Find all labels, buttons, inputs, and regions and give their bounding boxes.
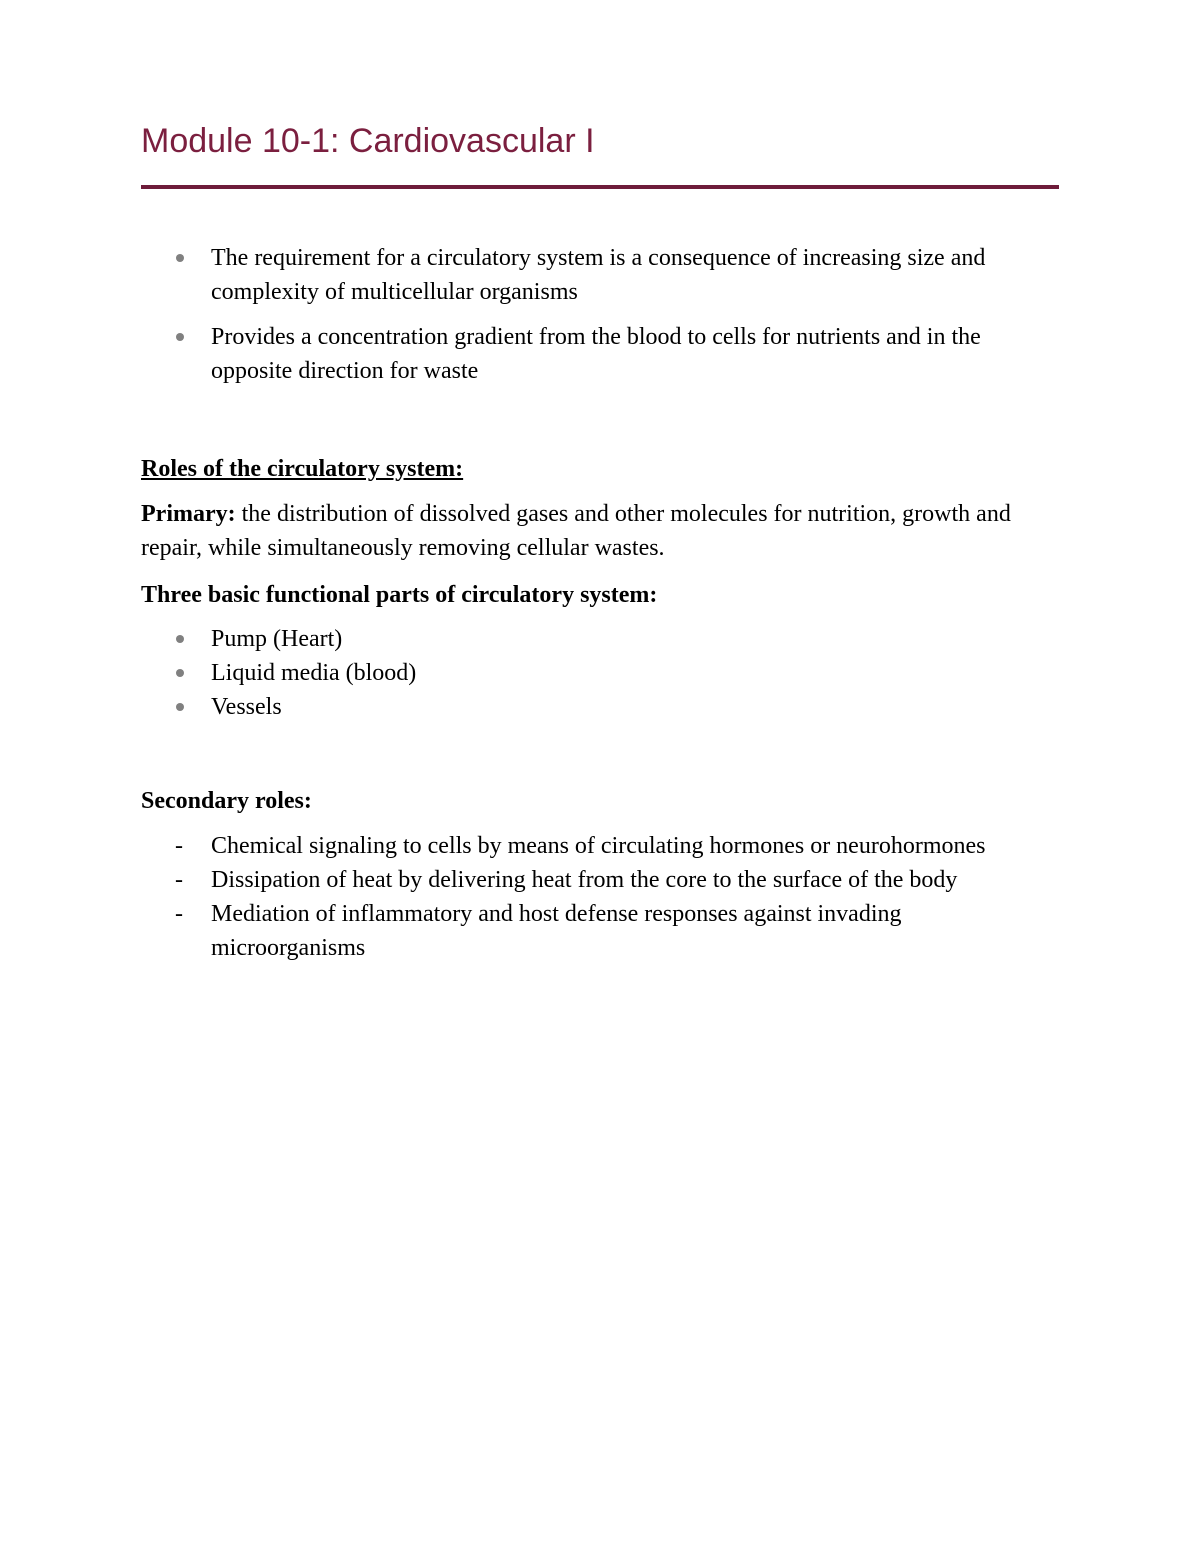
part-text: Liquid media (blood) <box>211 660 417 686</box>
page-title: Module 10-1: Cardiovascular I <box>141 122 595 160</box>
secondary-role-text: Dissipation of heat by delivering heat from the core to the surface of the body <box>211 867 958 893</box>
bullet-icon <box>176 254 184 262</box>
intro-bullet-list <box>141 241 1059 399</box>
bullet-icon <box>176 635 184 643</box>
primary-text: the distribution of dissolved gases and other molecules for nutrition, growth and repair, while simultaneously removing cellular wastes. <box>141 501 1011 561</box>
roles-heading: Roles of the circulatory system: <box>141 456 464 482</box>
title-divider <box>141 185 1059 189</box>
dash-marker: - <box>175 901 183 927</box>
secondary-heading: Secondary roles: <box>141 788 312 814</box>
list-item <box>141 690 1059 724</box>
secondary-role-text: Chemical signaling to cells by means of circulating hormones or neurohormones <box>211 833 986 859</box>
intro-bullet-text: Provides a concentration gradient from the blood to cells for nutrients and in the opposite direction for waste <box>211 324 981 384</box>
primary-label: Primary: <box>141 501 236 527</box>
primary-paragraph <box>141 497 1041 565</box>
bullet-icon <box>176 669 184 677</box>
part-text: Pump (Heart) <box>211 626 343 652</box>
list-item <box>141 320 1059 388</box>
list-item <box>141 656 1059 690</box>
intro-bullet-text: The requirement for a circulatory system is a consequence of increasing size and complexity of multicellular organisms <box>211 245 986 305</box>
dash-marker: - <box>175 833 183 859</box>
part-text: Vessels <box>211 694 282 720</box>
list-item <box>141 897 1021 965</box>
list-item <box>141 863 1021 897</box>
bullet-icon <box>176 703 184 711</box>
secondary-dash-list <box>141 829 1021 965</box>
bullet-icon <box>176 333 184 341</box>
list-item <box>141 241 1059 309</box>
parts-bullet-list <box>141 622 1059 724</box>
list-item <box>141 829 1021 863</box>
parts-heading: Three basic functional parts of circulatory system: <box>141 582 658 608</box>
secondary-role-text: Mediation of inflammatory and host defense responses against invading microorganisms <box>211 901 902 961</box>
dash-marker: - <box>175 867 183 893</box>
list-item <box>141 622 1059 656</box>
